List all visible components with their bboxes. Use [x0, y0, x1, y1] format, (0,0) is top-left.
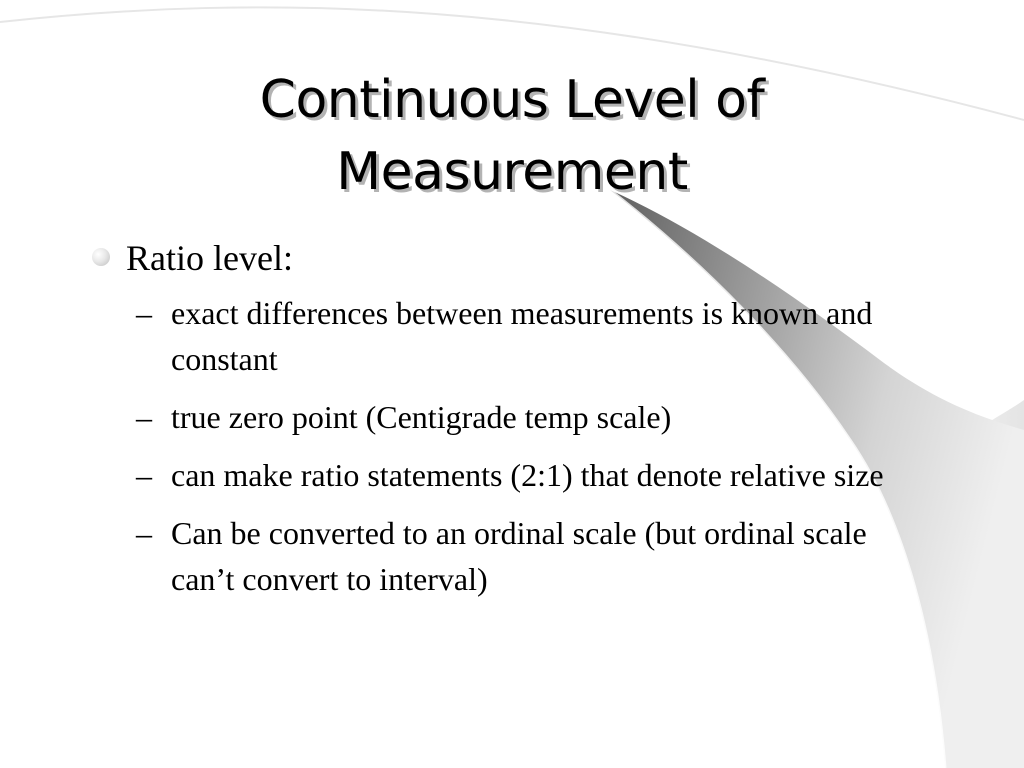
slide-title	[0, 64, 1024, 208]
dash-marker: –	[136, 295, 152, 331]
sub-bullet-item	[90, 510, 890, 602]
dash-marker: –	[136, 399, 152, 435]
title-line-2: Measurement	[336, 142, 688, 202]
sub-bullet-text: Can be converted to an ordinal scale (but ordinal scale can’t convert to interval)	[171, 515, 867, 597]
sub-bullet-text: true zero point (Centigrade temp scale)	[171, 399, 672, 435]
sub-bullet-item	[90, 452, 890, 498]
sub-bullet-list	[90, 290, 890, 602]
dash-marker: –	[136, 457, 152, 493]
bullet-label: Ratio level:	[126, 238, 293, 278]
bullet-ratio-level	[90, 232, 890, 284]
bullet-dot-icon	[92, 248, 110, 266]
slide-body	[90, 232, 890, 614]
title-line-1: Continuous Level of	[259, 70, 765, 130]
sub-bullet-item	[90, 394, 890, 440]
sub-bullet-text: can make ratio statements (2:1) that denote relative size	[171, 457, 884, 493]
sub-bullet-text: exact differences between measurements is known and constant	[171, 295, 873, 377]
sub-bullet-item	[90, 290, 890, 382]
dash-marker: –	[136, 515, 152, 551]
